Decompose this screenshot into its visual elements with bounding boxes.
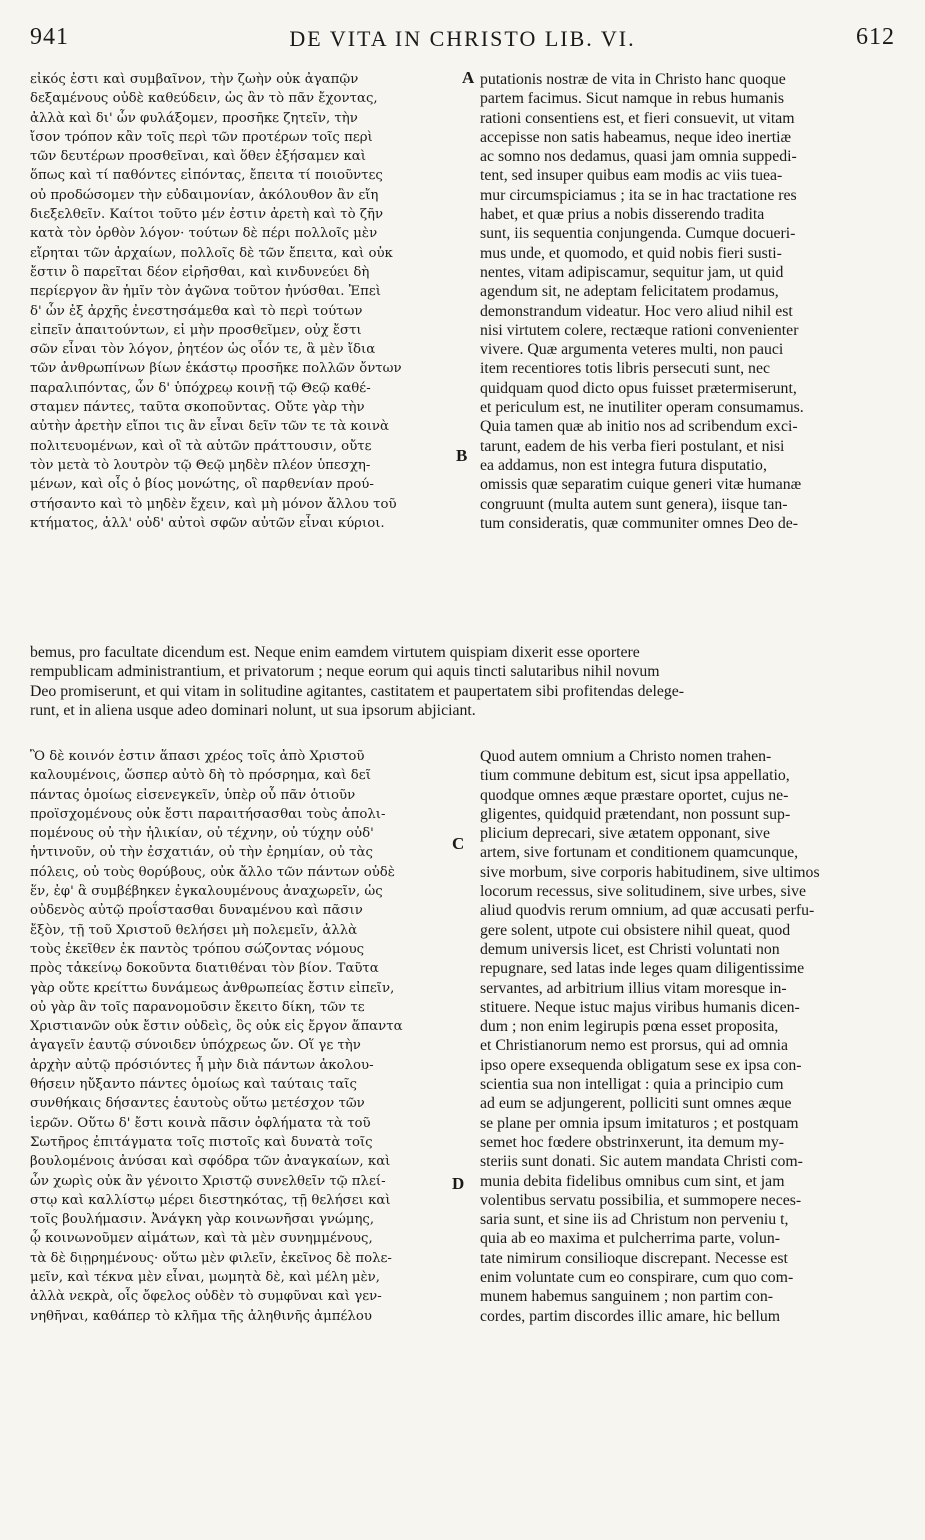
text-line: aliud quodvis rerum omnium, ad quæ accusati perfu- — [480, 902, 815, 920]
text-line: Ὃ δὲ κοινόν ἐστιν ἅπασι χρέος τοῖς ἀπὸ Χριστοῦ — [30, 749, 365, 764]
text-line: συνθήκαις δήσαντες ἑαυτοὺς οὕτω μετέσχον τῶν — [30, 1096, 365, 1112]
text-line: ᾧ κοινωνοῦμεν αἱμάτων, καὶ τὰ μὲν συνημμένους, — [30, 1231, 373, 1247]
text-line: nisi virtutem colere, rectæque rationi convenienter — [480, 321, 799, 339]
text-line: οὐ γὰρ ἂν τοῖς παρανομοῦσιν ἔκειτο δίκη, τῶν τε — [30, 999, 365, 1015]
text-line: tate nimirum consilioque discrepant. Necesse est — [480, 1249, 788, 1267]
page-number-right: 612 — [856, 24, 895, 50]
text-line: agendum sit, ne adeptam felicitatem prodamus, — [480, 283, 779, 301]
text-line: κτήματος, ἀλλ' οὐδ' αὐτοὶ σφῶν αὐτῶν εἶναι κύριοι. — [30, 515, 385, 531]
text-line: ipso opere exsequenda obligatum sese ex ipsa con- — [480, 1056, 802, 1074]
text-line: omissis quæ separatim cuique generi vitæ humanæ — [480, 476, 802, 494]
text-line: τοῖς βουλήμασιν. Ἀνάγκη γὰρ κοινωνῆσαι γνώμης, — [30, 1212, 375, 1228]
text-line: stituere. Neque istuc majus viribus humanis dicen- — [480, 998, 800, 1016]
text-line: τῶν ἀνθρωπίνων βίων ἑκάστῳ προσῆκε πολλῶν ὄντων — [30, 361, 402, 377]
text-line: accepisse non satis habeamus, neque ideo inertiæ — [480, 128, 792, 146]
text-line: enim voluntate cum eo conspirare, cum quo com- — [480, 1269, 794, 1287]
text-line: tum consideratis, quæ communiter omnes Deo de- — [480, 514, 799, 532]
text-line: ὅπως καὶ τί παθόντες εἰπόντας, ἔπειτα τί ποιοῦντες — [30, 168, 383, 184]
greek-column-top — [30, 70, 460, 533]
text-line: Χριστιανῶν οὐκ ἔστιν οὐδεὶς, ὃς οὐκ εἰς ἔργον ἅπαντα — [30, 1019, 403, 1035]
text-line: nentes, vitam adipiscamur, sequitur jam, ut quid — [480, 263, 784, 281]
text-line: partem facimus. Sicut namque in rebus humanis — [480, 90, 785, 108]
text-line: πολιτευομένων, καὶ οἳ τὰ αὑτῶν πράττουσιν, οὔτε — [30, 438, 372, 454]
text-line: στήσαντο καὶ τὸ μηδὲν ἔχειν, καὶ μὴ μόνον ἄλλου τοῦ — [30, 496, 397, 512]
text-line: Quod autem omnium a Christo nomen trahen- — [480, 748, 772, 765]
text-line: πομένους οὐ τὴν ἡλικίαν, οὐ τέχνην, οὐ τύχην οὐδ' — [30, 826, 374, 842]
page-number-left: 941 — [30, 24, 69, 50]
text-line: τοὺς ἐκεῖθεν ἐκ παντὸς τρόπου σώζοντας νόμους — [30, 941, 365, 957]
text-line: volentibus servatu possibilia, et summopere neces- — [480, 1191, 802, 1209]
text-line: εἴρηται τῶν ἀρχαίων, πολλοῖς δὲ τῶν ἔπειτα, καὶ οὐκ — [30, 245, 393, 261]
text-line: πάντας ὁμοίως εἰσενεγκεῖν, ὑπὲρ οὗ πᾶν ὁτιοῦν — [30, 787, 356, 803]
text-line: gligentes, quidquid prætendant, non possunt sup- — [480, 805, 791, 823]
text-line: runt, et in aliena usque adeo dominari nolunt, ut sua ipsorum abjiciant. — [30, 701, 476, 719]
text-line: Quia tamen quæ ab initio nos ad scribendum exci- — [480, 418, 798, 436]
text-line: πόλεις, οὐ τοὺς θορύβους, οὐκ ἄλλο τῶν πάντων οὐδὲ — [30, 864, 395, 880]
text-line: munia debita fidelibus omnibus cum sint, et jam — [480, 1172, 785, 1190]
text-line: μένων, καὶ οἷς ὁ βίος μονώτης, οἳ παρθενίαν πρού- — [30, 477, 374, 493]
text-line: εἰπεῖν ἀπαιτούντων, εἰ μὴν προσθεῖμεν, οὐχ ἔστι — [30, 322, 362, 338]
text-line: congruunt (multa autem sunt genera), iisque tan- — [480, 495, 788, 513]
section-marker-d: D — [452, 1174, 465, 1193]
text-line: rempublicam administrantium, et privatorum ; neque eorum qui aquis tincti salutaribus nihil novum — [30, 663, 660, 681]
latin-column-top — [480, 70, 892, 533]
text-line: ἡντινοῦν, οὐ τὴν ἐσχατιάν, οὐ τὴν ἐρημίαν, οὐ τὰς — [30, 845, 373, 861]
text-line: quodque omnes æque præstare oportet, cujus ne- — [480, 786, 789, 804]
section-marker-a: A — [462, 68, 475, 87]
text-line: ἀρχὴν αὐτῷ πρόσιόντες ἦ μὴν διὰ πάντων ἀκολου- — [30, 1057, 374, 1073]
text-line: scientia sua non intelligat : quia a principio cum — [480, 1076, 784, 1094]
greek-column-bottom — [30, 747, 465, 1326]
text-line: τῶν δευτέρων προσθεῖναι, καὶ ὅθεν ἐξήσαμεν καὶ — [30, 149, 366, 165]
text-line: habet, et quæ prius a nobis disserendo tradita — [480, 206, 765, 224]
text-line: dum ; non enim legirupis pœna esset proposita, — [480, 1018, 779, 1036]
text-line: βουλομένοις ἀνύσαι καὶ σφόδρα τῶν ἀναγκαίων, καὶ — [30, 1154, 391, 1170]
text-line: quia ab eo maxima et pulcherrima parte, volun- — [480, 1230, 781, 1248]
text-line: καλουμένοις, ὥσπερ αὐτὸ δὴ τὸ πρόσρημα, καὶ δεῖ — [30, 768, 371, 784]
text-line: mur circumspiciamus ; ita se in hac tractatione res — [480, 186, 797, 204]
text-line: cordes, partim discordes illic amare, hic bellum — [480, 1307, 781, 1325]
text-line: γὰρ οὔτε κρείττω δυνάμεως ἀνθρωπείας ἔστιν εἰπεῖν, — [30, 980, 395, 996]
text-line: Deo promiserunt, et qui vitam in solitudine agitantes, castitatem et paupertatem sibi profitendas delege- — [30, 682, 685, 700]
text-line: demonstrandum videatur. Hoc vero aliud nihil est — [480, 302, 793, 320]
text-line: σταμεν πάντες, ταῦτα σκοποῦντας. Οὔτε γὰρ τὴν — [30, 400, 365, 416]
text-line: demum universis licet, est Christi voluntati non — [480, 940, 780, 958]
text-line: plicium deprecari, sive ætatem opponant, sive — [480, 825, 770, 843]
text-line: semet hoc fœdere obstrinxerunt, ita demum my- — [480, 1133, 785, 1151]
text-line: εἰκός ἐστι καὶ συμβαῖνον, τὴν ζωὴν οὐκ ἀγαπῷν — [30, 72, 359, 87]
text-line: διεξελθεῖν. Καίτοι τοῦτο μέν ἐστιν ἀρετὴ καὶ τὸ ζῆν — [30, 207, 384, 223]
text-line: ἀγαγεῖν ἑαυτῷ σύνοιδεν ὑπόχρεως ὤν. Οἵ γε τὴν — [30, 1038, 361, 1054]
page-header — [30, 24, 895, 60]
latin-full-width-paragraph — [30, 643, 895, 720]
text-line: ea addamus, non est integra futura disputatio, — [480, 456, 767, 474]
text-line: sunt, iis sequentia conjungenda. Cumque docueri- — [480, 225, 796, 243]
text-line: rationi consentiens est, et fieri consuevit, ut vitam — [480, 109, 795, 127]
text-line: tarunt, eadem de his verba fieri postulant, et nisi — [480, 437, 785, 455]
section-marker-b: B — [456, 446, 468, 465]
text-line: ac somno nos dedamus, quasi jam omnia suppedi- — [480, 148, 797, 166]
text-line: ἱερῶν. Οὕτω δ' ἔστι κοινὰ πᾶσιν ὀφλήματα τὰ τοῦ — [30, 1115, 371, 1131]
text-line: tium commune debitum est, sicut ipsa appellatio, — [480, 767, 790, 785]
text-line: sive morbum, sive corporis habitudinem, sive ultimos — [480, 863, 820, 881]
text-line: προϊσχομένους οὐκ ἔστι παραιτήσασθαι τοὺς ἀπολι- — [30, 806, 386, 822]
text-line: servantes, ad arbitrium illius vitam moresque in- — [480, 979, 787, 997]
section-marker-c: C — [452, 834, 465, 853]
text-line: Σωτῆρος ἐπιτάγματα τοῖς πιστοῖς καὶ δυνατὰ τοῖς — [30, 1134, 373, 1150]
text-line: mus unde, et quomodo, et quid nobis fieri susti- — [480, 244, 782, 262]
text-line: ὧν χωρὶς οὐκ ἂν γένοιτο Χριστῷ συνελθεῖν τῷ πλεί- — [30, 1173, 386, 1189]
text-line: σῶν εἶναι τὸν λόγον, ῥητέον ὡς οἷόν τε, ἃ μὲν ἴδια — [30, 342, 376, 358]
text-line: ad eum se adjungerent, polliciti sunt omnes æque — [480, 1095, 792, 1113]
text-line: οὐ προδώσομεν τὴν εὐδαιμονίαν, ἀκόλουθον ἂν εἴη — [30, 187, 379, 203]
text-line: παραλιπόντας, ὧν δ' ὑπόχρεῳ κοινῇ τῷ Θεῷ καθέ- — [30, 380, 371, 396]
text-line: δεξαμένους οὐδὲ καθεύδειν, ὡς ἂν τὸ πᾶν ἔχοντας, — [30, 91, 378, 107]
text-line: et periculum est, ne inutiliter operam consumamus. — [480, 399, 804, 417]
text-line: δ' ὧν ἐξ ἀρχῆς ἐνεστησάμεθα καὶ τὸ περὶ τούτων — [30, 303, 363, 319]
text-line: κατὰ τὸν ὀρθὸν λόγον· τούτων δὲ πέρι πολλοῖς μὲν — [30, 226, 378, 242]
text-line: tent, sed insuper quibus eam modis ac viis tuea- — [480, 167, 783, 185]
latin-column-bottom — [480, 747, 892, 1326]
text-line: munem habemus sanguinem ; non partim con- — [480, 1288, 774, 1306]
text-line: νηθῆναι, καθάπερ τὸ κλῆμα τῆς ἀληθινῆς ἀμπέλου — [30, 1308, 372, 1324]
text-line: et Christianorum nemo est prorsus, qui ad omnia — [480, 1037, 788, 1055]
text-line: ἴσον τρόπον κἂν τοῖς περὶ τῶν προτέρων τοῖς περὶ — [30, 129, 373, 145]
text-line: ἀλλὰ νεκρὰ, οἷς ὄφελος οὐδὲν τὸ συμφῦναι καὶ γεν- — [30, 1289, 382, 1305]
text-line: locorum recessus, sive solitudinem, sive urbes, sive — [480, 883, 806, 901]
text-line: quidquam quod dicto opus fuisset prætermiserunt, — [480, 379, 797, 397]
text-line: ἕν, ἐφ' ἃ συμβέβηκεν ἐγκαλουμένους ἀναχωρεῖν, ὡς — [30, 884, 383, 900]
text-line: item recentiores totis libris persecuti sunt, nec — [480, 360, 770, 378]
text-line: putationis nostræ de vita in Christo hanc quoque — [480, 71, 786, 88]
text-line: bemus, pro facultate dicendum est. Neque enim eamdem virtutem quispiam dixerit esse oportere — [30, 644, 640, 661]
text-line: στῳ καὶ καλλίστῳ μέρει διεστηκότας, τῇ θελήσει καὶ — [30, 1192, 391, 1208]
text-line: περίεργον ἂν ἡμῖν τὸν ἀγῶνα τοῦτον ἠνύσθαι. Ἐπεὶ — [30, 284, 381, 300]
text-line: repugnare, sed latas inde leges quam diligentissime — [480, 960, 805, 978]
text-line: μεῖν, καὶ τέκνα μὲν εἶναι, μωμητὰ δὲ, καὶ μέλη μὲν, — [30, 1270, 380, 1286]
text-line: artem, sive fortunam et conditionem quamcunque, — [480, 844, 799, 862]
text-line: ἔξὸν, τῇ τοῦ Χριστοῦ θελήσει μὴ πολεμεῖν, ἀλλὰ — [30, 922, 358, 938]
text-line: αὐτὴν ἀρετὴν εἴποι τις ἂν εἶναι δεῖν τῶν τε τὰ κοινὰ — [30, 419, 389, 435]
text-line: vivere. Quæ argumenta veteres multi, non pauci — [480, 341, 784, 359]
text-line: gere solent, utpote cui obsistere nihil queat, quod — [480, 921, 791, 939]
text-line: τὰ δὲ διῃρημένους· οὕτω μὲν φιλεῖν, ἐκεῖνος δὲ πολε- — [30, 1250, 392, 1266]
text-line: saria sunt, et sine iis ad Christum non perveniu t, — [480, 1211, 789, 1229]
text-line: τὸν μετὰ τὸ λουτρὸν τῷ Θεῷ μηδὲν πλέον ὑπεσχη- — [30, 457, 371, 473]
text-line: steriis sunt donati. Sic autem mandata Christi com- — [480, 1153, 803, 1171]
text-line: πρὸς τἀκείνῳ δοκοῦντα διατιθέναι τὸν βίον. Ταῦτα — [30, 961, 379, 977]
text-line: ἔστιν ὃ παρεῖται δέον εἰρῆσθαι, καὶ κινδυνεύει δὴ — [30, 264, 370, 280]
text-line: ἀλλὰ καὶ δι' ὧν φυλάξομεν, προσῆκε ζητεῖν, τὴν — [30, 110, 358, 126]
text-line: θήσειν ηὔξαντο πάντες ὁμοίως καὶ ταύταις ταῖς — [30, 1077, 357, 1093]
running-title: DE VITA IN CHRISTO LIB. VI. — [289, 26, 636, 51]
text-line: οὐδενὸς αὐτῷ προΐστασθαι δυναμένου καὶ πᾶσιν — [30, 903, 363, 919]
text-line: se plane per omnia ipsum imitaturos ; et postquam — [480, 1114, 799, 1132]
